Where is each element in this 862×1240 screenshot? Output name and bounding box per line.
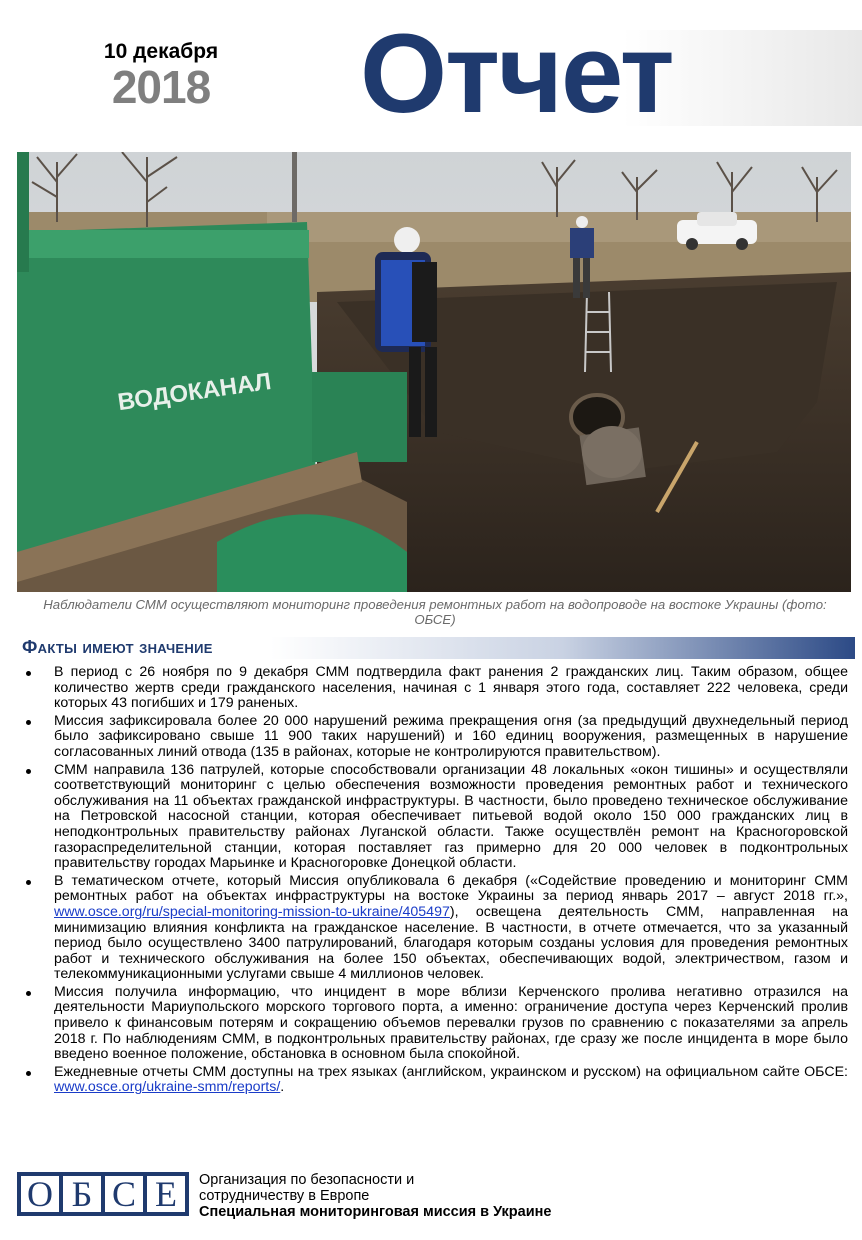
list-item [20, 1065, 848, 1096]
bullet-icon [26, 671, 31, 676]
org-name-line1: Организация по безопасности и [199, 1172, 415, 1188]
list-item [20, 985, 848, 1063]
reports-link[interactable]: www.osce.org/ukraine-smm/reports/ [54, 1079, 281, 1096]
facts-list [20, 665, 848, 1098]
report-date-day: 10 декабря [103, 40, 219, 63]
photo-caption: Наблюдатели СММ осуществляют мониторинг проведения ремонтных работ на водопроводе на востоке Украины (фото: ОБСЕ) [43, 597, 827, 627]
osce-logo [17, 1172, 189, 1216]
bullet-icon [26, 991, 31, 996]
truck-label: ВОДОКАНАЛ [116, 367, 273, 417]
list-item [20, 714, 848, 761]
list-item-text: Ежедневные отчеты СММ доступны на трех языках (английском, украинском и русском) на официальном сайте ОБСЕ: [54, 1063, 848, 1080]
list-item-text: Миссия получила информацию, что инцидент в море вблизи Керченского пролива негативно отразился на деятельности Мариупольского морского торгового порта, а именно: ограничение доступа через Керченский пролив привело к финансовым потерям и сокращению объемов перевалки грузов по сравнению с показателями за апрель 2018 г. По наблюдениям СММ, в подконтрольных правительству районах, где сразу же после инцидента в море было введено военное положение, обстановка в основном была спокойной. [54, 983, 848, 1063]
org-name-line2: сотрудничеству в Европе [199, 1188, 370, 1204]
list-item [20, 763, 848, 872]
list-item-text: Миссия зафиксировала более 20 000 нарушений режима прекращения огня (за предыдущий двухнедельный период было зафиксировано свыше 11 900 таких нарушений) и 160 единиц вооружения, размещенных в нарушение согласованных линий отвода (135 в районах, которые не контролируются правительством). [54, 712, 848, 760]
logo-letter: Е [147, 1176, 185, 1212]
photo-illustration [17, 152, 851, 592]
date-block [86, 40, 236, 114]
list-item [20, 874, 848, 983]
mission-name: Специальная мониторинговая миссия в Украине [199, 1204, 552, 1220]
bullet-icon [26, 880, 31, 885]
list-item-text: В период с 26 ноября по 9 декабря СММ подтвердила факт ранения 2 гражданских лиц. Таким образом, общее количество жертв среди гражданского населения, начиная с 1 января этого года, составляет 222 человека, среди которых 43 погибших и 179 раненых. [54, 664, 848, 712]
bullet-icon [26, 720, 31, 725]
report-link[interactable]: www.osce.org/ru/special-monitoring-mission-to-ukraine/405497 [54, 903, 450, 920]
list-item-text: ), освещена деятельность СММ, направленная на минимизацию влияния конфликта на гражданское население. В частности, в отчете отмечается, что за указанный период было осуществлено 3400 патрулирований, благодаря которым созданы условия для проведения ремонтных работ и технического обслуживания на более 150 объектах, обеспечивающих водой, электричеством, газом и телекоммуникационными услугами свыше 4 миллионов человек. [54, 903, 848, 983]
logo-letter: Б [63, 1176, 101, 1212]
list-item [20, 665, 848, 712]
list-item-text: В тематическом отчете, который Миссия опубликовала 6 декабря («Содействие проведению и мониторинг СММ ремонтных работ на объектах инфраструктуры на востоке Украины за период январь 2017 – август 2018 гг.», [54, 872, 848, 905]
bullet-icon [26, 1071, 31, 1076]
report-photo [17, 152, 851, 592]
footer-org-text [199, 1172, 551, 1220]
section-heading: Факты имеют значение [22, 637, 213, 657]
report-date-year: 2018 [111, 61, 211, 113]
bullet-icon [26, 769, 31, 774]
logo-letter: С [105, 1176, 143, 1212]
page-title: Отчет [360, 11, 673, 136]
list-item-text: СММ направила 136 патрулей, которые способствовали организации 48 локальных «окон тишины» и осуществляли соответствующий мониторинг с целью обеспечения возможности проведения ремонтных работ и технического обслуживания на 11 объектах гражданской инфраструктуры. В частности, было проведено техническое обслуживание на Петровской насосной станции, которая обеспечивает питьевой водой около 150 000 гражданских лиц в неподконтрольных правительству районах Луганской области. Также осуществлён ремонт на Красногоровской газораспределительной станции, которая поставляет газ примерно для 20 000 человек в подконтрольных правительству городах Марьинке и Красногоровке Донецкой области. [54, 761, 848, 872]
logo-letter: О [21, 1176, 59, 1212]
list-item-text: . [280, 1079, 285, 1096]
